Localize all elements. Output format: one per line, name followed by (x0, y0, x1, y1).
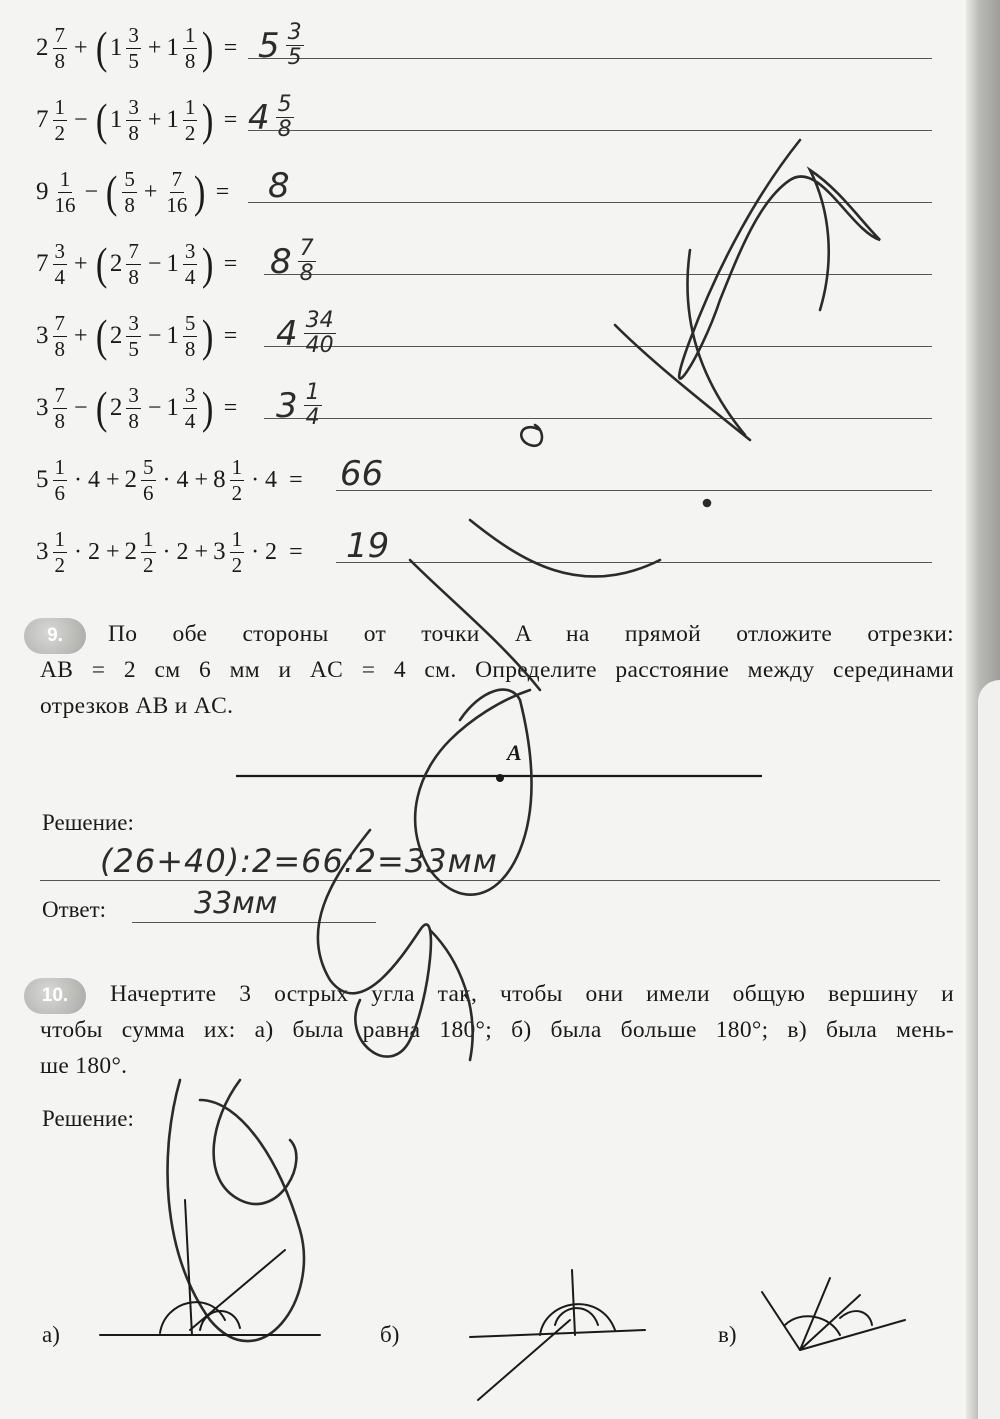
denominator: 6 (54, 480, 65, 505)
task-9-solution-handwriting: (26+40):2=66:2=33мм (100, 842, 498, 880)
numerator: 1 (54, 95, 65, 120)
angle-c-arc-2 (840, 1311, 872, 1325)
answer-numerator: 34 (305, 308, 334, 333)
denominator: 16 (54, 192, 76, 217)
whole-part: 1 (166, 394, 179, 421)
denominator: 16 (166, 192, 188, 217)
whole-part: 1 (109, 34, 123, 61)
numerator: 1 (54, 527, 65, 552)
handwritten-watermark (168, 140, 880, 1341)
answer-numerator: 1 (305, 380, 320, 405)
angle-b-arc-2 (555, 1308, 598, 1325)
equals-sign: = (215, 178, 230, 205)
whole-part: 2 (124, 466, 138, 493)
whole-part: 1 (166, 322, 179, 349)
operator: − (147, 250, 162, 277)
numerator: 1 (184, 23, 196, 48)
task-10-solution-label: Решение: (42, 1106, 134, 1131)
numerator: 3 (184, 383, 196, 408)
numerator: 3 (128, 23, 139, 48)
whole-part: 5 (36, 466, 49, 493)
whole-part: 2 (124, 538, 138, 565)
answer-denominator: 5 (287, 45, 302, 70)
denominator: 5 (128, 336, 139, 361)
parenthesis: ) (202, 22, 214, 73)
task-10-drawings (100, 1200, 905, 1400)
denominator: 8 (128, 264, 139, 289)
equals-sign: = (289, 466, 303, 493)
numerator: 5 (184, 311, 196, 336)
operator: · 4 (251, 466, 278, 493)
numerator: 1 (231, 455, 243, 480)
operator: − (74, 106, 88, 133)
operator: − (147, 394, 162, 421)
parenthesis: ( (95, 382, 107, 433)
operator: − (74, 394, 88, 421)
equals-sign: = (289, 538, 303, 565)
answer-numerator: 7 (299, 236, 314, 261)
answer-whole: 3 (276, 385, 298, 426)
whole-part: 2 (109, 250, 123, 277)
numerator: 1 (54, 455, 65, 480)
numerator: 3 (54, 239, 65, 264)
angle-a-ray-1 (185, 1200, 192, 1335)
numerator: 7 (54, 23, 65, 48)
whole-part: 8 (213, 466, 226, 493)
operator: + (74, 250, 88, 277)
operator: · 2 + (162, 538, 209, 565)
numerator: 7 (54, 311, 65, 336)
answer-denominator: 8 (299, 261, 314, 286)
task-9-line-1: По обе стороны от точки A на прямой отложите отрезки: (108, 621, 954, 647)
angle-b-ray-1 (572, 1270, 575, 1335)
angle-b-ray-2 (478, 1320, 570, 1400)
denominator: 8 (124, 192, 135, 217)
task-9-solution-label: Решение: (42, 810, 134, 835)
whole-part: 3 (36, 394, 49, 421)
part-b-label: б) (380, 1322, 400, 1347)
numerator: 3 (128, 311, 139, 336)
whole-part: 2 (109, 322, 123, 349)
operator: − (147, 322, 162, 349)
denominator: 2 (231, 552, 243, 577)
whole-part: 2 (109, 394, 123, 421)
denominator: 4 (184, 408, 196, 433)
numerator: 1 (143, 527, 154, 552)
answer-whole: 4 (248, 97, 270, 138)
task-10-badge: 10. (24, 978, 86, 1014)
numerator: 5 (124, 167, 135, 192)
numerator: 1 (59, 167, 71, 192)
denominator: 8 (128, 408, 139, 433)
part-c-label: в) (718, 1322, 737, 1347)
task-10-line-1: Начертите 3 острых угла так, чтобы они имели общую вершину и (110, 981, 954, 1007)
task-9-line-2: AB = 2 см 6 мм и AC = 4 см. Определите расстояние между серединами (40, 657, 954, 683)
numerator: 1 (184, 95, 196, 120)
parenthesis: ( (95, 22, 107, 73)
equals-sign: = (223, 250, 238, 277)
answer-whole: 66 (340, 454, 384, 494)
whole-part: 3 (213, 538, 226, 565)
answer-denominator: 40 (305, 333, 334, 358)
denominator: 8 (184, 48, 196, 73)
denominator: 2 (184, 120, 196, 145)
denominator: 2 (143, 552, 154, 577)
numerator: 1 (231, 527, 243, 552)
equals-sign: = (223, 106, 238, 133)
denominator: 2 (54, 552, 65, 577)
task-10-line-2: чтобы сумма их: а) была равна 180°; б) была больше 180°; в) была мень- (40, 1017, 954, 1043)
operator: · 2 (251, 538, 278, 565)
angle-c-ray-1 (762, 1292, 800, 1350)
whole-part: 3 (36, 322, 49, 349)
numerator: 5 (143, 455, 154, 480)
whole-part: 7 (36, 106, 49, 133)
task-9-answer-label: Ответ: (42, 897, 107, 922)
parenthesis: ( (95, 238, 107, 289)
operator: · 2 + (74, 538, 120, 565)
denominator: 8 (128, 120, 139, 145)
equals-sign: = (223, 394, 238, 421)
denominator: 8 (184, 336, 196, 361)
parenthesis: ( (105, 166, 118, 217)
answer-whole: 19 (346, 526, 390, 566)
whole-part: 7 (36, 250, 49, 277)
whole-part: 1 (166, 250, 179, 277)
operator: + (143, 178, 158, 205)
whole-part: 9 (36, 178, 49, 205)
operator: · 4 + (74, 466, 120, 493)
task-9-line-3: отрезков AB и AC. (40, 693, 234, 719)
numerator: 3 (184, 239, 196, 264)
numerator: 3 (128, 95, 139, 120)
whole-part: 1 (166, 106, 179, 133)
answer-numerator: 3 (287, 20, 302, 45)
parenthesis: ) (194, 166, 206, 217)
parenthesis: ( (95, 94, 107, 145)
task-9-badge: 9. (24, 618, 86, 654)
answer-denominator: 4 (305, 405, 320, 430)
part-a-label: а) (42, 1322, 60, 1347)
parenthesis: ) (202, 94, 214, 145)
parenthesis: ) (202, 310, 214, 361)
denominator: 4 (54, 264, 65, 289)
operator: + (74, 322, 88, 349)
angle-a-ray-2 (190, 1250, 285, 1330)
whole-part: 1 (166, 34, 179, 61)
denominator: 8 (54, 48, 65, 73)
answer-whole: 8 (268, 166, 290, 206)
numerator: 7 (128, 239, 139, 264)
operator: − (84, 178, 99, 205)
denominator: 8 (54, 408, 65, 433)
answer-whole: 5 (258, 25, 280, 66)
parenthesis: ( (95, 310, 107, 361)
point-a-dot (496, 774, 504, 782)
equals-sign: = (223, 34, 238, 61)
answer-numerator: 5 (277, 92, 292, 117)
denominator: 2 (54, 120, 65, 145)
task-10-line-3: ше 180°. (40, 1053, 128, 1079)
numerator: 7 (54, 383, 65, 408)
operator: + (74, 34, 88, 61)
whole-part: 2 (36, 34, 49, 61)
angle-c-ray-2 (800, 1278, 830, 1350)
point-a-label: A (507, 740, 522, 765)
operator: · 4 + (162, 466, 209, 493)
task-9-answer-handwriting: 33мм (194, 886, 278, 921)
denominator: 2 (231, 480, 243, 505)
answer-whole: 4 (276, 313, 298, 354)
whole-part: 1 (109, 106, 123, 133)
numerator: 7 (171, 167, 183, 192)
operator: + (147, 106, 162, 133)
denominator: 5 (128, 48, 139, 73)
answer-denominator: 8 (277, 117, 292, 142)
parenthesis: ) (202, 238, 214, 289)
answer-whole: 8 (270, 241, 292, 282)
numerator: 3 (128, 383, 139, 408)
whole-part: 3 (36, 538, 49, 565)
parenthesis: ) (202, 382, 214, 433)
equals-sign: = (223, 322, 238, 349)
denominator: 8 (54, 336, 65, 361)
denominator: 4 (184, 264, 196, 289)
operator: + (147, 34, 162, 61)
denominator: 6 (143, 480, 154, 505)
